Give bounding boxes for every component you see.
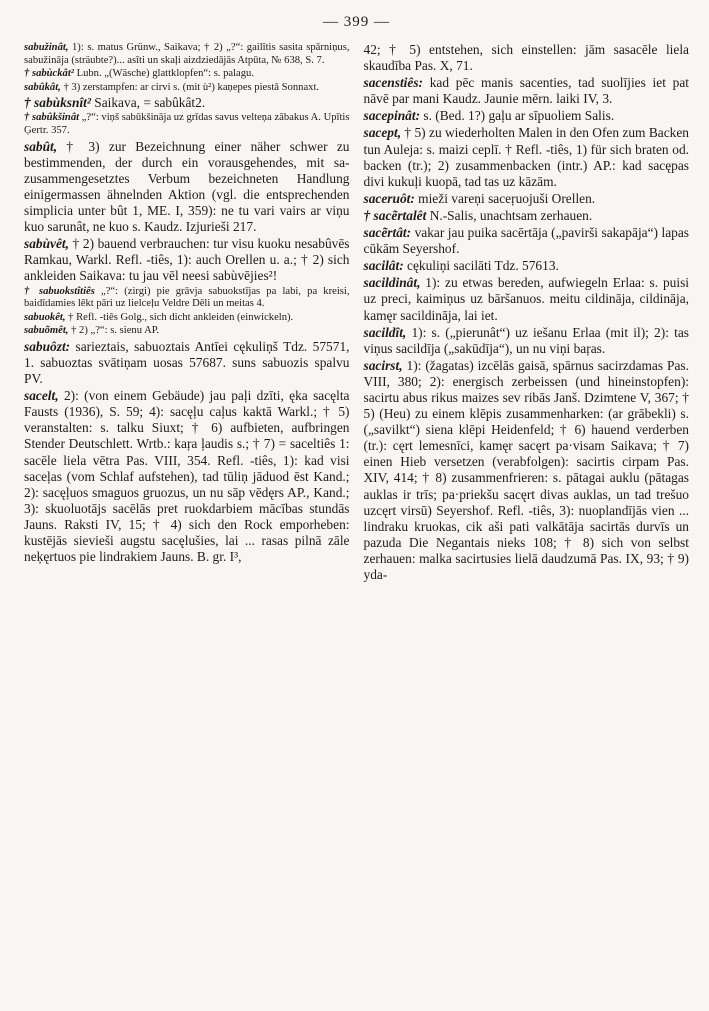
entry-body: 1): s. („pierunât“) uz iešanu Erlaa (mit il); 2): tas viņus sacildīja („sakūdīja“), un nu viņi baŗas. bbox=[363, 324, 689, 356]
dictionary-entry bbox=[24, 312, 350, 325]
entry-body: Lubn. „(Wäsche) glattklopfen“: s. palagu. bbox=[73, 68, 254, 80]
entry-body: 1): s. matus Grünw., Saikava; † 2) „?“: gailītis sasita spārniņus, sabužināja (sträubte?)... asīti un skaļi aizdziedājās Atpūta, № 638, S. 7. bbox=[24, 42, 350, 66]
dictionary-entry bbox=[364, 42, 690, 74]
dictionary-entry bbox=[364, 225, 690, 257]
entry-body: kad pēc manis sacenties, tad suolījies iet pat nāvē par mani Kaudz. Jaunie mērn. laiki IV, 3. bbox=[363, 75, 689, 107]
entry-headword: † sabùksnît² bbox=[24, 95, 91, 111]
dictionary-entry bbox=[364, 108, 690, 124]
entry-body: vakar jau puika sacērtāja („pavirši sakapāja“) lapas cūkām Seyershof. bbox=[363, 225, 689, 257]
columns bbox=[24, 42, 689, 584]
dictionary-entry bbox=[364, 325, 690, 357]
entry-headword: sacelt, bbox=[24, 388, 59, 404]
dictionary-entry bbox=[24, 286, 350, 311]
entry-body: † 5) zu wiederholten Malen in den Ofen zum Backen tun Auleja: s. maizi ceplī. † Refl. -tiês, 1) für sich braten od. backen (tr.); 2) zusammenbacken (intr.) AP.: kad sacępas divi kukuļi kuopā, tad tas uz kāzām. bbox=[363, 125, 689, 189]
entry-body: sarieztais, sabuoztais Antīei cękuliņš Tdz. 57571, 1. sabuoztas svātiņam uosas 57687. suns sabuozis spalvu PV. bbox=[24, 338, 350, 387]
entry-headword: sacẽrtât: bbox=[363, 225, 412, 241]
entry-headword: sabùvêt, bbox=[24, 236, 70, 252]
entry-headword: † sabûkšinât bbox=[24, 112, 80, 124]
page-number: — 399 — bbox=[323, 14, 390, 30]
dictionary-entry bbox=[24, 95, 350, 111]
entry-body: † 2) „?“: s. sienu AP. bbox=[68, 325, 160, 337]
dictionary-entry bbox=[24, 339, 350, 387]
entry-headword: † sabùckât² bbox=[24, 68, 74, 80]
dictionary-entry bbox=[24, 388, 350, 565]
right-column bbox=[364, 42, 690, 584]
dictionary-entry bbox=[364, 75, 690, 107]
dictionary-entry bbox=[24, 42, 350, 67]
dictionary-entry bbox=[24, 82, 350, 95]
dictionary-entry bbox=[24, 112, 350, 137]
entry-headword: sabût, bbox=[24, 138, 58, 154]
entry-headword: sacirst, bbox=[363, 357, 403, 373]
entry-body: mieži vareņi saceŗuojuši Orellen. bbox=[414, 190, 596, 206]
entry-body: 2): (von einem Gebäude) jau paļi dzīti, ęka sacęlta Fausts (1936), S. 59; 4): sacęļu caļus kaktā Warkl.; † 5) veranstalten: s. talku Siuxt; † 6) aufbieten, aufbringen Stender Deutschlett. Wrtb.: kaŗa ļaudis s.; † 7) = saceltiês 1: sacēle liela vētra Pas. VIII, 354. Refl. -tiês, 1): kad visi saceļas (vom Schlaf aufstehen), tad tūliņ jāduod ēst Kand.; 2): sacęļuos smaguos gruozus, un nu sāp vēdęrs AP., Kand.; 3): skuoluotājs sacēlās pret ruokdarbiem mācības stundās Jauns. Raksti IV, 15; † 4) sich den Rock emporheben: kustējās sievieši augstu sacęlušies, lai ... rasas pilnā zāle neķęrtuos pie lindrakiem Jauns. B. gr. I³, bbox=[24, 388, 350, 565]
entry-body: „?“: (zirgi) pie grāvja sabuokstījas pa labi, pa kreisi, baidīdamies lēkt pāri uz lielceļu Veldre Dēli un meitas 4. bbox=[24, 285, 350, 310]
left-column bbox=[24, 42, 350, 584]
entry-body: s. (Bed. 1?) gaļu ar sīpuoliem Salis. bbox=[420, 108, 615, 124]
entry-headword: sacenstiês: bbox=[363, 75, 424, 91]
entry-headword: sabužinât, bbox=[24, 42, 69, 53]
entry-headword: sacildît, bbox=[363, 324, 407, 340]
entry-body: cękuliņi sacilāti Tdz. 57613. bbox=[403, 258, 559, 274]
entry-headword: sacepinât: bbox=[363, 108, 421, 124]
dictionary-entry bbox=[24, 68, 350, 81]
entry-body: † 3) zur Bezeichnung einer näher schwer zu bestimmenden, der durch ein vorausgehendes, mit sa- zusammengesetztes Verbum bezeichneten Handlung einigermassen ähnelnden Aktion (vgl. die entsprechenden simplicia unter bût 1, ME. I, 359): ne tu vari vairs ar viņu kuo sarunât, ne kuo s. Kaudz. Izjurieši 217. bbox=[24, 138, 350, 235]
entry-body: Saikava, = sabûkât2. bbox=[90, 95, 206, 111]
entry-headword: sabuôzt: bbox=[24, 338, 71, 354]
dictionary-entry bbox=[24, 139, 350, 236]
dictionary-entry bbox=[364, 358, 690, 583]
entry-headword: sacept, bbox=[363, 125, 402, 141]
entry-body: † 2) bauend verbrauchen: tur visu kuoku nesabûvēs Ramkau, Warkl. Refl. -tiês, 1): auch Orellen u. a.; † 2) sich ankleiden Saikava: tu jau vēl neesi sabùvējies²! bbox=[24, 236, 350, 284]
entry-headword: sabûkât, bbox=[24, 81, 61, 93]
entry-headword: † sacẽrtalêt bbox=[363, 207, 427, 223]
dictionary-entry bbox=[364, 125, 690, 189]
dictionary-entry bbox=[364, 191, 690, 207]
entry-headword: † sabuokstîtiês bbox=[24, 285, 95, 297]
dictionary-entry bbox=[364, 275, 690, 323]
dictionary-entry bbox=[24, 236, 350, 284]
dictionary-entry bbox=[24, 325, 350, 338]
entry-body: N.-Salis, unachtsam zerhauen. bbox=[426, 207, 593, 223]
entry-body: † 3) zerstampfen: ar cirvi s. (mit ù²) kaņepes piestā Sonnaxt. bbox=[60, 81, 320, 93]
entry-headword: sacildinât, bbox=[363, 275, 421, 291]
entry-body: † Refl. -tiês Golg., sich dicht ankleiden (einwickeln). bbox=[65, 311, 294, 323]
entry-body: „?“: viņš sabūkšināja uz grīdas savus velteņa zābakus A. Upītis Ģertr. 357. bbox=[24, 112, 350, 137]
entry-body: 1): zu etwas bereden, aufwiegeln Erlaa: s. puisi uz preci, kaimiņus uz bāršanuos. meitu cildināja, cildināja, kamęr sacildināja, lai iet. bbox=[363, 275, 689, 323]
entry-headword: sacilât: bbox=[363, 258, 404, 274]
entry-body: 1): (žagatas) izcēlās gaisā, spārnus sacirzdamas Pas. VIII, 380; 2): energisch zerbeissen (und hineinstopfen): sacirtu abus rikus maizes sev ribās Janš. Dzimtene V, 367; † 5) (Heu) zu einem klēpis zusammenharken: (ar grābekli) s. („savilkt“) siena klēpi Heidenfeld; † 6) hauend verderben (tr.): cęrt lemesnīci, kamęr sacęrt pa·visam Saikava; † 7) einen Hieb versetzen (verabfolgen): sacirtis cirpam Pas. XIV, 414; † 8) zusammenfrieren: s. pātagai auklu (pātagas auklas ir trīs; pa·priekšu sacęrt divas auklas, un tad trešuo uzcęrt virsū) Seyershof. Refl. -tiês, 3): nuoplandījās vien ... lindraku kruokas, cik aši pati valkātāja sacirtās durvīs un pazuda Die Negantais nieks 108; † 8) sich von selbst zerhauen: malka sacirtusies lielā daudzumā Pas. IX, 93; † 9) yda- bbox=[363, 357, 689, 582]
entry-headword: sabuõmêt, bbox=[24, 325, 69, 337]
entry-body: 42; † 5) entstehen, sich einstellen: jām sasacēle liela skaudība Pas. X, 71. bbox=[363, 42, 689, 74]
entry-headword: sabuokêt, bbox=[24, 311, 66, 323]
dictionary-entry bbox=[364, 258, 690, 274]
entry-headword: saceruôt: bbox=[363, 190, 415, 206]
dictionary-entry bbox=[364, 208, 690, 224]
